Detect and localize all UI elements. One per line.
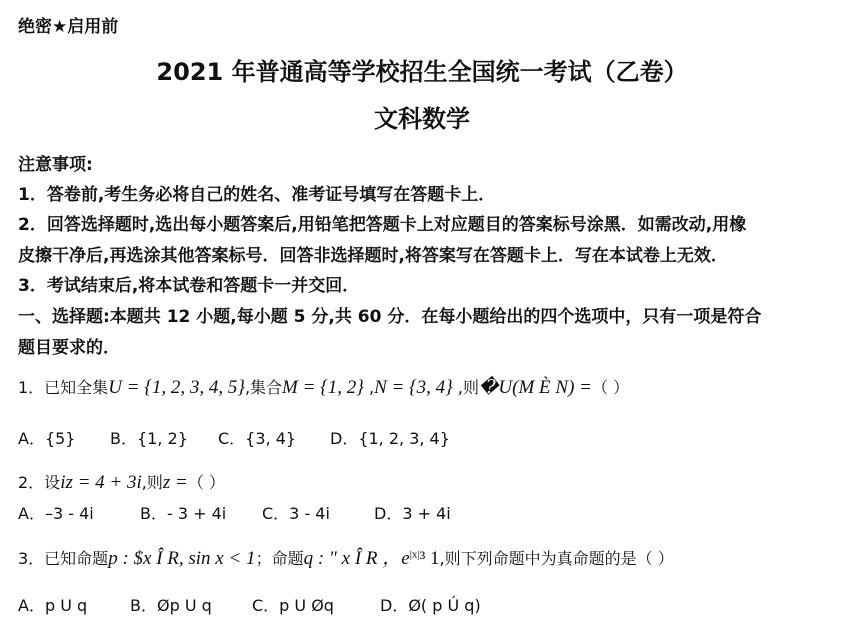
question-2-stem bbox=[18, 470, 225, 494]
question-3-stem bbox=[18, 543, 674, 570]
option-a: A．{5} bbox=[18, 429, 76, 448]
answer-blank: （ ） bbox=[592, 378, 630, 397]
math-expression: ³ 1 bbox=[419, 548, 440, 569]
option-c: C．{3, 4} bbox=[218, 429, 297, 448]
option-d: D．3 + 4i bbox=[374, 504, 451, 523]
question-text: ；命题 bbox=[255, 549, 304, 568]
option-b: B．Øp U q bbox=[130, 596, 212, 615]
question-1-options bbox=[18, 426, 450, 449]
option-d: D．{1, 2, 3, 4} bbox=[330, 429, 450, 448]
notice-item: 1．答卷前,考生务必将自己的姓名、准考证号填写在答题卡上． bbox=[18, 185, 496, 205]
math-expression: N = {3, 4} bbox=[374, 377, 453, 398]
secret-tag: 绝密★启用前 bbox=[18, 17, 119, 37]
question-1-stem bbox=[18, 375, 629, 399]
question-text: ,则下列命题中为真命题的是（ ） bbox=[439, 549, 674, 568]
option-b: B．- 3 + 4i bbox=[140, 504, 227, 523]
math-expression: M = {1, 2} bbox=[282, 377, 364, 398]
math-expression: U = {1, 2, 3, 4, 5} bbox=[108, 377, 245, 398]
question-text: 3．已知命题 bbox=[18, 549, 109, 568]
question-3-options bbox=[18, 593, 481, 616]
section-instruction: 题目要求的． bbox=[18, 338, 120, 358]
option-a: A．–3 - 4i bbox=[18, 504, 94, 523]
math-expression: q : " x Î R ，e bbox=[303, 548, 410, 569]
option-a: A．p U q bbox=[18, 596, 88, 615]
question-text: ,则 bbox=[141, 473, 163, 492]
option-d: D．Ø( p Ú q) bbox=[380, 596, 481, 615]
option-b: B．{1, 2} bbox=[110, 429, 188, 448]
option-c: C．3 - 4i bbox=[262, 504, 330, 523]
math-expression: �U(M È N) = bbox=[478, 377, 592, 398]
notice-item: 皮擦干净后,再选涂其他答案标号．回答非选择题时,将答案写在答题卡上．写在本试卷上无效． bbox=[18, 246, 728, 266]
question-text: ,集合 bbox=[244, 378, 283, 397]
notice-item: 3．考试结束后,将本试卷和答题卡一并交回． bbox=[18, 276, 360, 296]
math-expression: iz = 4 + 3i bbox=[60, 472, 142, 493]
answer-blank: （ ） bbox=[187, 473, 225, 492]
question-2-options bbox=[18, 501, 451, 524]
section-instruction: 一、选择题:本题共 12 小题,每小题 5 分,共 60 分．在每小题给出的四个选项中，只有一项是符合 bbox=[18, 307, 762, 327]
math-superscript: |x| bbox=[409, 548, 420, 561]
option-c: C．p U Øq bbox=[252, 596, 334, 615]
notice-item: 2．回答选择题时,选出每小题答案后,用铅笔把答题卡上对应题目的答案标号涂黑．如需改动,用橡 bbox=[18, 215, 747, 235]
question-text: ,则 bbox=[452, 378, 479, 397]
subject-title: 文科数学 bbox=[374, 105, 470, 133]
exam-title: 2021 年普通高等学校招生全国统一考试（乙卷） bbox=[156, 58, 688, 86]
math-expression: z = bbox=[162, 472, 188, 493]
question-text: 1．已知全集 bbox=[18, 378, 109, 397]
question-text: , bbox=[363, 378, 375, 397]
math-expression: p : $x Î R, sin x < 1 bbox=[108, 548, 256, 569]
notice-heading: 注意事项: bbox=[18, 155, 93, 175]
question-text: 2．设 bbox=[18, 473, 61, 492]
